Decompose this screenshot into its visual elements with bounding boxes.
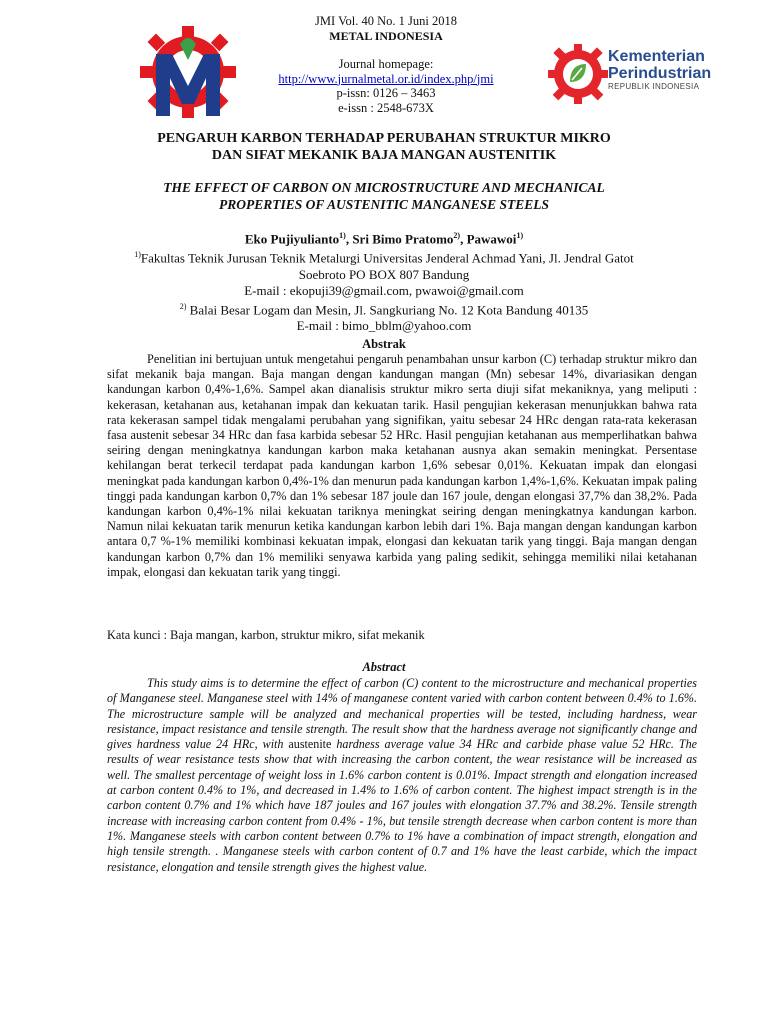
aff1-line1: Fakultas Teknik Jurusan Teknik Metalurgi Universitas Jenderal Achmad Yani, Jl. Jendral Gatot bbox=[140, 250, 634, 266]
pissn: p-issn: 0126 – 3463 bbox=[336, 86, 436, 100]
author-names: Eko Pujiyulianto$^{1)}$, Sri Bimo Pratomo$^{2)}$, Pawawoi$^{1)}$ bbox=[244, 231, 524, 247]
title-id-line1: PENGARUH KARBON TERHADAP PERUBAHAN STRUKTUR MIKRO bbox=[157, 131, 611, 146]
aff1-sup: 1) bbox=[134, 250, 141, 260]
kementerian-perindustrian-logo-icon bbox=[548, 38, 608, 110]
authors-block bbox=[60, 228, 708, 334]
abstract-heading: Abstract bbox=[362, 660, 406, 674]
author-2-sup: 2) bbox=[453, 231, 461, 240]
abstract-part2: hardness average value 34 HRc and carbide phase value 52 HRc. The results of wear resistance tests show that with increasing the carbon content, the wear resistance will be increased as well. The smallest percentage of weight loss in 1.6% carbon content is 0.01%. Impact strength and elongation increased at carbon content 0.4% to 1%, and decreased in 1.4% to 1.6% of carbon content. The highest impact strength is in the carbon content 0.7% and 1% which have 187 joules and 167 joules with elongation 37.7% and 38.2%. Tensile strength increase with increasing carbon content from 0.4% - 1%, but tensile strength decrease when carbon content is more than 1%. Manganese steels with carbon content between 0.7% to 1% have a combination of impact strength, elongation and high tensile strength. . Manganese steels with carbon content of 0.7 and 1% have the least carbide, which the impact resistance, elongation and tensile strength gives the highest value. bbox=[107, 737, 698, 874]
journal-header bbox=[236, 14, 536, 115]
abstract-upright-word: austenite bbox=[288, 737, 332, 752]
author-1: Eko Pujiyulianto bbox=[244, 231, 340, 247]
ministry-line3: REPUBLIK INDONESIA bbox=[608, 82, 700, 91]
ministry-line2: Perindustrian bbox=[608, 65, 712, 82]
title-english bbox=[60, 180, 708, 213]
affiliation-1 bbox=[60, 247, 708, 266]
abstract-body bbox=[107, 676, 697, 875]
author-3-sup: 1) bbox=[516, 231, 524, 240]
ministry-line1: Kementerian bbox=[608, 48, 705, 65]
author-1-sup: 1) bbox=[339, 231, 346, 240]
affiliation-1-line2: Soebroto PO BOX 807 Bandung bbox=[298, 266, 470, 282]
ministry-name bbox=[608, 48, 711, 92]
title-en-line1: THE EFFECT OF CARBON ON MICROSTRUCTURE AND MECHANICAL bbox=[163, 180, 605, 195]
homepage-label: Journal homepage: bbox=[338, 57, 434, 71]
abstrak-heading: Abstrak bbox=[362, 337, 406, 351]
journal-name: METAL INDONESIA bbox=[329, 28, 443, 43]
abstrak-body: Penelitian ini bertujuan untuk mengetahui pengaruh penambahan unsur karbon (C) terhadap struktur mikro dan sifat mekanik baja mangan. Baja mangan dengan kandungan mangan (Mn) sebesar 14%, divariasikan dengan kandungan karbon 0,4%-1,6%. Sampel akan dianalisis struktur mikro serta diuji sifat mekaniknya, yang meliputi : kekerasan, ketahanan aus, ketahanan impak dan kekuatan tarik. Hasil pengujian kekerasan menunjukkan bahwa rata rata kekerasan sampel tidak mengalami perubahan yang signifikan, yaitu sebesar 24 HRc dengan rata-rata kekerasan fasa austenit sebesar 34 HRc dan fasa karbida sebesar 52 HRc. Hasil pengujian ketahanan aus memperlihatkan bahwa seiring dengan meningkatnya kandungan karbon maka ketahanan ausnya akan semakin meningkat. Persentase kehilangan berat terkecil terdapat pada kandungan karbon 1,6% sebesar 0,01%. Kekuatan impak dan elongasi meningkat pada kandungan karbon 0,4%-1% dan menurun pada kandungan karbon 1,4%-1,6%. Kekuatan impak paling tinggi pada kandungan karbon 0,7% dan 1% sebesar 187 joule dan 167 joule, dengan elongasi 37,7% dan 38,2%. Pada kandungan karbon 0,4%-1% nilai kekuatan tariknya meningkat seiring dengan meningkatnya kandungan karbon. Namun nilai kekuatan tarik menurun ketika kandungan karbon lebih dari 1%. Baja mangan dengan kandungan karbon antara 0,7 %-1% memiliki kombinasi kekuatan impak, elongasi dan kekuatan tarik yang tinggi. Baja mangan dengan kandungan karbon 0,7% dan 1% memiliki senyawa karbida yang paling sedikit, sehingga memiliki nilai ketahanan impak, elongasi dan kekuatan tarik yang tinggi. bbox=[107, 352, 697, 579]
metal-indonesia-logo-icon bbox=[138, 24, 238, 120]
title-id-line2: DAN SIFAT MEKANIK BAJA MANGAN AUSTENITIK bbox=[211, 148, 557, 163]
title-indonesian bbox=[60, 130, 708, 164]
title-en-line2: PROPERTIES OF AUSTENITIC MANGANESE STEELS bbox=[218, 196, 550, 212]
email-2: E-mail : bimo_bblm@yahoo.com bbox=[296, 317, 472, 333]
aff2-text: Balai Besar Logam dan Mesin, Jl. Sangkuriang No. 12 Kota Bandung 40135 bbox=[189, 301, 589, 317]
eissn: e-issn : 2548-673X bbox=[338, 100, 434, 115]
email-1: E-mail : ekopuji39@gmail.com, pwawoi@gmail.com bbox=[244, 282, 524, 298]
volume-line: JMI Vol. 40 No. 1 Juni 2018 bbox=[315, 14, 457, 28]
abstract-part1: This study aims is to determine the effect of carbon (C) content to the microstructure and mechanical properties of Manganese steel. Manganese steel with 14% of manganese content varied with carbon content between 0.4% to 1.6%. The microstructure sample will be analyzed and mechanical properties will be tested, including hardness, wear resistance, impact resistance and tensile strength. The result show that the hardness average not significantly change and gives hardness value 24 HRc, with bbox=[107, 676, 697, 752]
affiliation-2 bbox=[60, 299, 708, 318]
keywords: Kata kunci : Baja mangan, karbon, struktur mikro, sifat mekanik bbox=[107, 628, 425, 642]
aff2-sup: 2) bbox=[179, 301, 187, 311]
homepage-link[interactable]: http://www.jurnalmetal.or.id/index.php/jmi bbox=[278, 71, 494, 86]
author-2: Sri Bimo Pratomo bbox=[352, 231, 454, 247]
author-3: Pawawoi bbox=[466, 231, 517, 247]
